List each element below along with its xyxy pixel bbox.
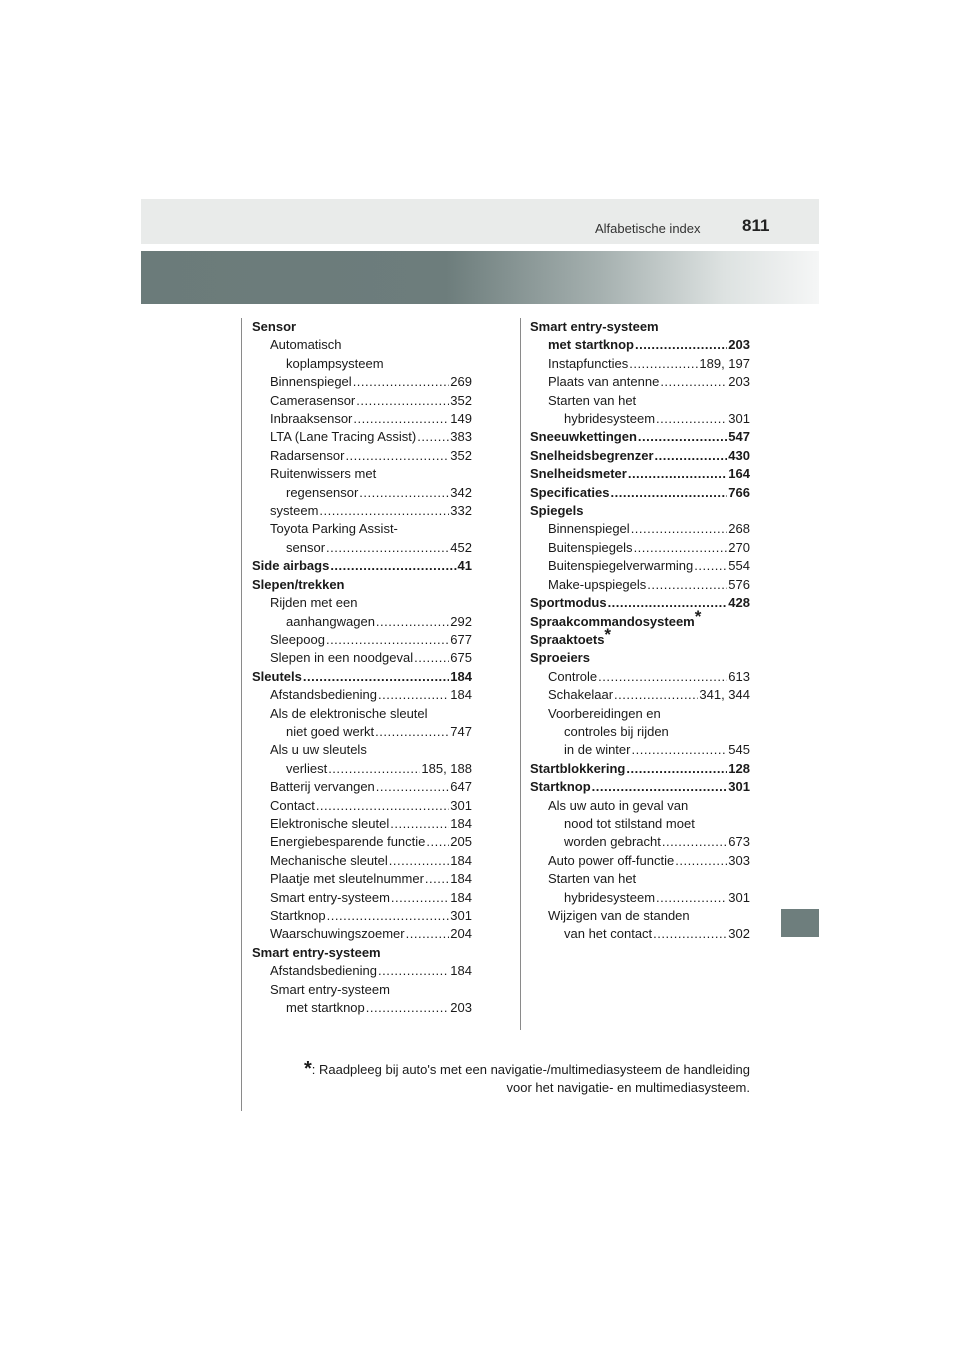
dot-leader	[631, 520, 728, 538]
dot-leader	[378, 686, 449, 704]
index-entry-page: 292	[450, 613, 472, 629]
index-entry-page: 203	[728, 337, 750, 353]
index-entry-page: 341, 344	[699, 687, 750, 703]
index-entry-page: 301	[728, 779, 750, 795]
dot-leader	[326, 631, 449, 649]
index-entry	[530, 686, 750, 704]
index-entry-page: 184	[450, 852, 472, 868]
index-entry-page: 554	[728, 558, 750, 574]
index-entry	[252, 852, 472, 870]
section-title: Alfabetische index	[595, 221, 701, 236]
index-entry	[530, 705, 750, 723]
index-entry-label: in de winter	[564, 742, 631, 758]
dot-leader	[647, 576, 727, 594]
dot-leader	[626, 760, 727, 778]
index-entry-page: 613	[728, 668, 750, 684]
index-entry	[530, 594, 750, 612]
index-entry-label: Binnenspiegel	[548, 521, 630, 537]
index-entry	[530, 925, 750, 943]
index-entry	[530, 741, 750, 759]
index-entry-label: Smart entry-systeem	[530, 319, 659, 334]
index-entry-label: Make-upspiegels	[548, 576, 647, 592]
index-entry	[530, 373, 750, 391]
index-entry-page: 576	[728, 576, 750, 592]
index-entry-page: 545	[728, 742, 750, 758]
index-entry-label: Toyota Parking Assist-	[270, 521, 398, 537]
dot-leader	[366, 999, 450, 1017]
index-entry-label: Camerasensor	[270, 392, 356, 408]
index-entry	[252, 410, 472, 428]
index-entry	[530, 392, 750, 410]
index-entry-label: Inbraaksensor	[270, 411, 353, 427]
index-entry	[530, 723, 750, 741]
index-entry	[252, 815, 472, 833]
dot-leader	[303, 668, 449, 686]
index-entry-label: worden gebracht	[564, 834, 661, 850]
index-entry	[530, 797, 750, 815]
index-entry-label: van het contact	[564, 926, 653, 942]
index-entry-page: 270	[728, 539, 750, 555]
column-divider-rule	[520, 318, 521, 1030]
index-entry	[252, 465, 472, 483]
index-entry-page: 302	[728, 926, 750, 942]
index-entry-label: controles bij rijden	[564, 723, 669, 739]
index-entry-page: 673	[728, 834, 750, 850]
index-entry	[252, 833, 472, 851]
index-entry-label: Smart entry-systeem	[252, 944, 381, 960]
dot-leader	[629, 355, 698, 373]
index-column-right	[530, 318, 750, 944]
dot-leader	[417, 428, 449, 446]
dot-leader	[330, 557, 456, 575]
dot-leader	[608, 594, 728, 612]
index-entry-page: 747	[450, 723, 472, 739]
index-entry	[530, 502, 750, 520]
index-entry-label: Sleutels	[252, 668, 302, 684]
dot-leader	[598, 668, 727, 686]
index-entry-page: 189, 197	[699, 355, 750, 371]
dot-leader	[389, 852, 450, 870]
index-entry-label: Energiebesparende functie	[270, 834, 426, 850]
page-number: 811	[742, 216, 770, 235]
index-entry-page: 675	[450, 650, 472, 666]
dot-leader	[662, 833, 727, 851]
index-entry-label: Specificaties	[530, 484, 610, 500]
index-entry-page: 128	[728, 760, 750, 776]
index-entry	[252, 520, 472, 538]
dot-leader	[356, 392, 449, 410]
index-entry	[252, 705, 472, 723]
index-entry	[252, 576, 472, 594]
dot-leader	[426, 833, 449, 851]
index-entry-label: met startknop	[286, 1000, 365, 1016]
index-entry	[530, 410, 750, 428]
index-entry-label: Snelheidsbegrenzer	[530, 447, 654, 463]
index-entry	[530, 815, 750, 833]
dot-leader	[425, 870, 449, 888]
index-entry-page: 301	[728, 411, 750, 427]
index-entry-label: Buitenspiegels	[548, 539, 633, 555]
index-entry-label: Als u uw sleutels	[270, 742, 367, 758]
dot-leader	[375, 723, 449, 741]
index-entry-label: Sproeiers	[530, 650, 590, 666]
index-entry-label: Spraaktoets	[530, 631, 605, 647]
index-entry	[252, 392, 472, 410]
index-entry	[252, 539, 472, 557]
index-entry-page: 452	[450, 539, 472, 555]
index-entry-page: 301	[450, 797, 472, 813]
dot-leader	[359, 484, 449, 502]
index-entry-label: Plaats van antenne	[548, 374, 660, 390]
left-margin-rule	[241, 318, 242, 1111]
index-entry	[252, 999, 472, 1017]
index-entry-page: 352	[450, 447, 472, 463]
index-entry	[252, 907, 472, 925]
index-entry-page: 269	[450, 374, 472, 390]
index-entry	[252, 686, 472, 704]
index-entry-page: 547	[728, 429, 750, 445]
index-entry-label: hybridesysteem	[564, 889, 656, 905]
dot-leader	[319, 502, 449, 520]
index-entry-page: 164	[728, 466, 750, 482]
index-entry-label: Binnenspiegel	[270, 374, 352, 390]
index-entry-label: Smart entry-systeem	[270, 981, 390, 997]
index-entry-label: Side airbags	[252, 558, 330, 574]
index-entry	[530, 484, 750, 502]
index-entry-label: Als de elektronische sleutel	[270, 705, 428, 721]
index-entry	[530, 428, 750, 446]
index-entry-label: Voorbereidingen en	[548, 705, 661, 721]
index-entry-label: Startknop	[270, 908, 326, 923]
dot-leader	[376, 613, 449, 631]
index-entry-label: verliest	[286, 760, 328, 776]
index-entry	[530, 649, 750, 667]
dot-leader	[631, 741, 727, 759]
dot-leader	[660, 373, 727, 391]
index-entry-label: koplampsysteem	[286, 355, 384, 371]
index-entry	[252, 502, 472, 520]
index-entry	[252, 962, 472, 980]
dot-leader	[655, 447, 728, 465]
dot-leader	[327, 907, 450, 925]
index-entry	[530, 520, 750, 538]
index-entry	[530, 852, 750, 870]
dot-leader	[345, 447, 449, 465]
index-entry-label: Elektronische sleutel	[270, 815, 390, 831]
index-entry	[252, 870, 472, 888]
index-entry-page: 332	[450, 503, 472, 519]
index-entry-page: 185, 188	[421, 760, 472, 776]
index-entry	[530, 318, 750, 336]
dot-leader	[656, 410, 727, 428]
dot-leader	[592, 778, 728, 796]
index-entry	[252, 318, 472, 336]
index-entry-page: 149	[450, 411, 472, 427]
index-entry-label: met startknop	[548, 337, 634, 353]
index-entry	[252, 649, 472, 667]
dot-leader	[316, 797, 449, 815]
footnote-reference-star: *	[604, 624, 612, 644]
index-entry-label: systeem	[270, 503, 319, 519]
index-entry-label: hybridesysteem	[564, 411, 656, 427]
dot-leader	[675, 852, 727, 870]
index-entry-page: 184	[450, 963, 472, 979]
index-entry	[530, 624, 750, 649]
dot-leader	[326, 539, 449, 557]
index-entry-page: 677	[450, 631, 472, 647]
index-entry	[252, 925, 472, 943]
section-gradient-bar	[141, 251, 819, 304]
index-entry-label: Snelheidsmeter	[530, 466, 627, 482]
index-entry	[530, 355, 750, 373]
index-entry-label: Slepen in een noodgeval	[270, 650, 414, 666]
index-entry	[252, 741, 472, 759]
index-entry-page: 383	[450, 429, 472, 445]
index-entry	[252, 447, 472, 465]
index-entry	[530, 606, 750, 631]
index-entry-label: Spraakcommandosysteem	[530, 613, 695, 629]
footnote-line-1	[280, 1060, 750, 1079]
index-entry-label: niet goed werkt	[286, 723, 375, 739]
footnote	[280, 1060, 750, 1097]
index-entry	[530, 539, 750, 557]
index-entry	[252, 373, 472, 391]
dot-leader	[353, 373, 450, 391]
index-entry	[252, 631, 472, 649]
index-entry-page: 430	[728, 447, 750, 463]
dot-leader	[378, 962, 449, 980]
index-entry-label: Mechanische sleutel	[270, 852, 388, 868]
dot-leader	[628, 465, 727, 483]
index-entry-label: Automatisch	[270, 337, 342, 353]
index-entry-label: regensensor	[286, 484, 359, 500]
dot-leader	[391, 889, 449, 907]
dot-leader	[406, 925, 450, 943]
index-entry	[252, 981, 472, 999]
index-entry-label: Slepen/trekken	[252, 576, 345, 592]
index-entry	[252, 594, 472, 612]
index-entry	[252, 428, 472, 446]
index-entry-page: 184	[450, 815, 472, 831]
dot-leader	[376, 778, 450, 796]
index-entry-label: Sensor	[252, 319, 297, 334]
dot-leader	[353, 410, 449, 428]
dot-leader	[390, 815, 449, 833]
footnote-star: *	[303, 1058, 312, 1080]
dot-leader	[328, 760, 420, 778]
index-entry-label: Rijden met een	[270, 595, 358, 611]
dot-leader	[638, 428, 727, 446]
index-entry	[252, 557, 472, 575]
dot-leader	[611, 484, 728, 502]
header-band	[141, 199, 819, 244]
index-entry-label: Starten van het	[548, 871, 637, 887]
index-entry-label: Als uw auto in geval van	[548, 797, 689, 813]
index-entry-page: 203	[450, 1000, 472, 1016]
index-entry-label: Smart entry-systeem	[270, 889, 390, 905]
index-entry-label: Radarsensor	[270, 447, 345, 463]
chapter-tab-marker	[781, 909, 819, 937]
index-entry	[252, 760, 472, 778]
index-entry-label: Plaatje met sleutelnummer	[270, 871, 424, 887]
index-entry	[252, 336, 472, 354]
index-entry	[252, 355, 472, 373]
index-entry-page: 184	[450, 889, 472, 905]
index-entry-page: 203	[728, 374, 750, 390]
index-entry-page: 184	[450, 871, 472, 887]
index-entry	[530, 668, 750, 686]
index-entry	[530, 907, 750, 925]
dot-leader	[635, 336, 727, 354]
index-entry-page: 41	[457, 558, 472, 574]
index-entry-label: Afstandsbediening	[270, 963, 377, 979]
index-entry-label: Waarschuwingszoemer	[270, 926, 405, 942]
index-entry-label: Controle	[548, 668, 598, 684]
index-entry-page: 766	[728, 484, 750, 500]
footnote-line-2: voor het navigatie- en multimediasysteem.	[506, 1080, 750, 1095]
index-entry	[530, 889, 750, 907]
dot-leader	[653, 925, 727, 943]
index-entry	[530, 336, 750, 354]
index-entry-page: 647	[450, 779, 472, 795]
index-entry	[252, 889, 472, 907]
index-entry-page: 352	[450, 392, 472, 408]
index-entry-page: 184	[450, 668, 472, 684]
index-entry	[530, 557, 750, 575]
index-entry	[252, 668, 472, 686]
index-entry-page: 205	[450, 834, 472, 850]
index-entry-label: Sportmodus	[530, 595, 607, 611]
index-entry-page: 303	[728, 852, 750, 868]
index-entry-label: Sneeuwkettingen	[530, 429, 637, 445]
index-entry-page: 342	[450, 484, 472, 500]
index-entry	[530, 833, 750, 851]
index-entry-page: 428	[728, 595, 750, 611]
index-entry-label: Instapfuncties	[548, 355, 629, 371]
footnote-reference-star: *	[694, 606, 702, 626]
index-entry-label: Batterij vervangen	[270, 779, 375, 795]
index-entry-label: nood tot stilstand moet	[564, 815, 695, 831]
index-entry-label: Auto power off-functie	[548, 852, 675, 868]
index-entry-label: aanhangwagen	[286, 613, 375, 629]
index-entry	[530, 576, 750, 594]
index-entry-label: Startblokkering	[530, 760, 626, 776]
index-entry	[530, 778, 750, 796]
dot-leader	[414, 649, 449, 667]
index-entry	[252, 944, 472, 962]
index-entry-label: Afstandsbediening	[270, 687, 377, 703]
index-entry-page: 301	[728, 889, 750, 905]
index-entry-label: Schakelaar	[548, 687, 614, 703]
index-entry	[252, 613, 472, 631]
index-entry-label: Contact	[270, 797, 315, 813]
index-entry-label: Sleepoog	[270, 631, 325, 647]
index-entry-label: Wijzigen van de standen	[548, 908, 690, 923]
index-entry	[252, 778, 472, 796]
dot-leader	[634, 539, 728, 557]
index-entry	[530, 447, 750, 465]
index-entry-label: Spiegels	[530, 503, 584, 519]
index-entry	[252, 723, 472, 741]
index-column-left	[252, 318, 472, 1017]
index-entry-page: 184	[450, 687, 472, 703]
index-entry-label: Buitenspiegelverwarming	[548, 558, 694, 574]
index-entry-label: Starten van het	[548, 392, 637, 408]
index-entry-page: 301	[450, 908, 472, 923]
index-entry	[252, 797, 472, 815]
index-entry	[530, 465, 750, 483]
index-entry-label: Ruitenwissers met	[270, 466, 377, 482]
dot-leader	[614, 686, 698, 704]
index-entry-page: 268	[728, 521, 750, 537]
index-entry-label: sensor	[286, 539, 326, 555]
index-entry-page: 204	[450, 926, 472, 942]
index-entry	[530, 870, 750, 888]
footnote-text-1: : Raadpleeg bij auto's met een navigatie-/multimediasysteem de handleiding	[311, 1062, 750, 1077]
index-entry-label: LTA (Lane Tracing Assist)	[270, 429, 417, 445]
dot-leader	[656, 889, 727, 907]
index-entry-label: Startknop	[530, 779, 591, 795]
index-entry	[530, 760, 750, 778]
dot-leader	[694, 557, 727, 575]
index-entry	[252, 484, 472, 502]
